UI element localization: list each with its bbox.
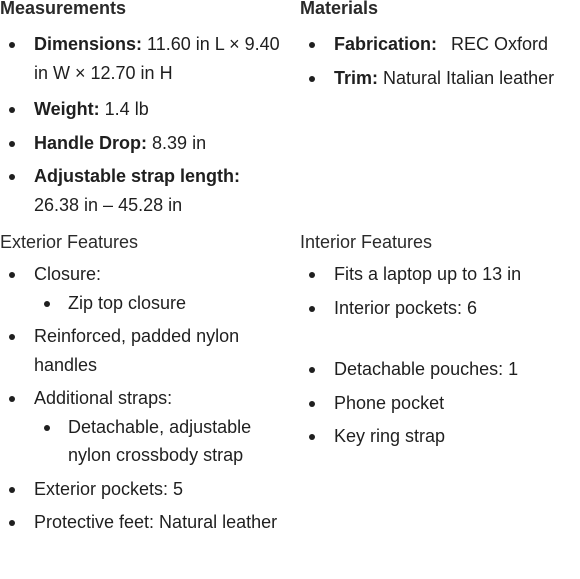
- straps-sub-item: Detachable, adjustable nylon crossbody strap: [34, 413, 290, 470]
- interior-section: [300, 230, 580, 451]
- straps-sublist: [34, 413, 290, 470]
- interior-heading: Interior Features: [300, 232, 433, 252]
- materials-section: [300, 0, 580, 120]
- measurements-heading: Measurements: [0, 0, 127, 18]
- strap-length-label: Adjustable strap length:: [34, 166, 241, 186]
- measurement-strap-length: [0, 162, 290, 219]
- exterior-straps: [0, 384, 290, 470]
- closure-sublist: [34, 289, 290, 318]
- measurements-section: [0, 0, 290, 219]
- measurement-handle-drop: [0, 129, 290, 158]
- exterior-list: [0, 260, 290, 537]
- handle-drop-label: Handle Drop:: [34, 132, 148, 153]
- material-trim: [300, 64, 580, 93]
- interior-key-ring: Key ring strap: [300, 422, 580, 451]
- dimensions-value: 11.60 in L × 9.40 in W × 12.70 in H: [34, 34, 280, 83]
- faded-interior-line: [300, 328, 580, 350]
- exterior-section: [0, 230, 290, 537]
- material-fabrication: [300, 30, 580, 59]
- weight-value: 1.4 lb: [104, 99, 149, 119]
- straps-label: Additional straps:: [34, 388, 173, 408]
- exterior-heading: Exterior Features: [0, 232, 139, 252]
- trim-value: Natural Italian leather: [383, 67, 555, 88]
- strap-length-value: 26.38 in – 45.28 in: [34, 194, 183, 215]
- materials-list: [300, 30, 580, 92]
- exterior-feet: Protective feet: Natural leather: [0, 508, 290, 537]
- fabrication-value: REC Oxford: [451, 34, 549, 54]
- interior-pockets: Interior pockets: 6: [300, 294, 580, 323]
- dimensions-label: Dimensions:: [34, 34, 143, 54]
- weight-label: Weight:: [34, 99, 100, 119]
- closure-label: Closure:: [34, 264, 102, 284]
- trim-label: Trim:: [334, 67, 379, 88]
- faded-material-line: [300, 98, 580, 120]
- interior-laptop: Fits a laptop up to 13 in: [300, 260, 580, 289]
- measurements-list: [0, 30, 290, 219]
- measurement-weight: [0, 95, 290, 124]
- fabrication-label: Fabrication:: [334, 34, 438, 54]
- exterior-closure: [0, 260, 290, 317]
- closure-sub-item: Zip top closure: [34, 289, 290, 318]
- handle-drop-value: 8.39 in: [152, 132, 207, 153]
- exterior-handles: Reinforced, padded nylon handles: [0, 322, 290, 379]
- interior-phone-pocket: Phone pocket: [300, 389, 580, 418]
- interior-pouches: Detachable pouches: 1: [300, 355, 580, 384]
- interior-list: [300, 260, 580, 451]
- materials-heading: Materials: [300, 0, 379, 18]
- measurement-dimensions: [0, 30, 290, 87]
- exterior-pockets: Exterior pockets: 5: [0, 475, 290, 504]
